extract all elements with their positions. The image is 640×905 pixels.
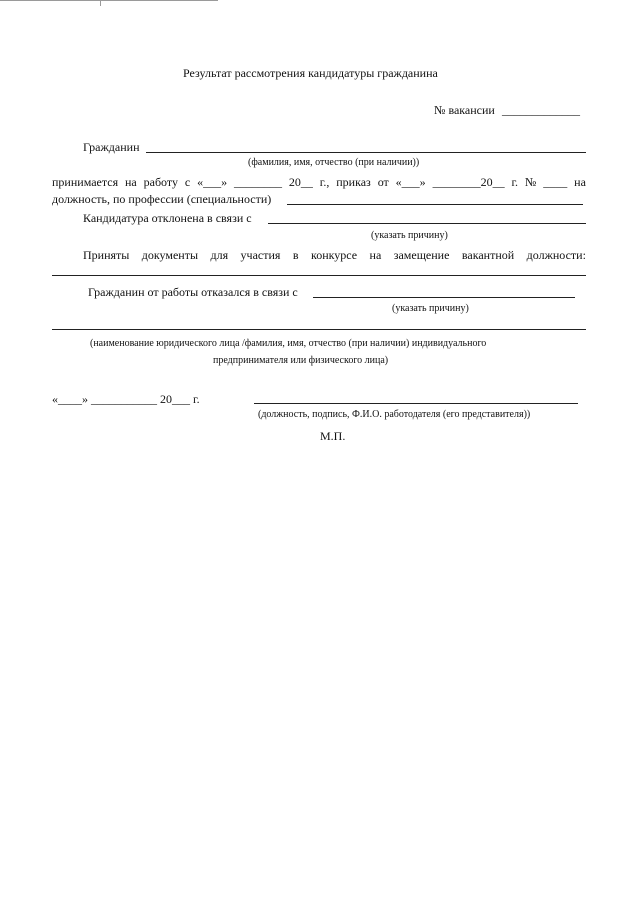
documents-word: документы [141, 248, 199, 262]
hired-word: на [124, 175, 137, 189]
date-day-field[interactable]: ____ [58, 392, 82, 406]
documents-word: для [210, 248, 229, 262]
refused-label: Гражданин от работы отказался в связи с [88, 285, 298, 299]
document-title: Результат рассмотрения кандидатуры гражданина [183, 66, 438, 80]
documents-word: на [369, 248, 382, 262]
date-year-field[interactable]: 20___ [160, 392, 190, 406]
date-close-quote: » [82, 392, 88, 406]
rejected-label: Кандидатура отклонена в связи с [83, 211, 252, 225]
signature-hint: (должность, подпись, Ф.И.О. работодателя (его представителя)) [258, 409, 531, 420]
refusal-reason-hint: (указать причину) [392, 303, 469, 314]
documents-word: должности: [526, 248, 586, 262]
employer-hint-line2: предпринимателя или физического лица) [213, 355, 389, 366]
documents-word: конкурсе [310, 248, 358, 262]
hired-year-field[interactable]: 20__ [288, 175, 313, 189]
stamp-placeholder: М.П. [320, 429, 346, 443]
employer-name-field[interactable] [52, 329, 586, 330]
date-open-quote: « [52, 392, 58, 406]
hired-word: с [184, 175, 191, 189]
position-label: должность, по профессии (специальности) [52, 192, 272, 206]
vacancy-number-field[interactable]: _____________ [502, 103, 580, 117]
hired-month-field[interactable]: ________ [233, 175, 282, 189]
citizen-label: Гражданин [83, 140, 140, 154]
documents-word: вакантной [461, 248, 515, 262]
rejection-reason-field[interactable] [268, 223, 586, 224]
order-day-field[interactable]: «___» [395, 175, 426, 189]
documents-row [83, 248, 586, 263]
refusal-reason-field[interactable] [313, 297, 575, 298]
order-number-field[interactable]: ____ [543, 175, 568, 189]
hired-row [52, 175, 586, 190]
documents-list-field[interactable] [52, 275, 586, 276]
scan-artifact-tick [100, 0, 101, 6]
hired-word: на [574, 175, 586, 189]
position-field[interactable] [287, 204, 583, 205]
scan-artifact-line [0, 0, 218, 1]
citizen-name-field[interactable] [146, 152, 586, 153]
order-month-year-field[interactable]: ________20__ [432, 175, 505, 189]
signature-field[interactable] [254, 403, 578, 404]
hired-word: г. [511, 175, 519, 189]
hired-word: № [524, 175, 537, 189]
date-month-field[interactable]: ___________ [91, 392, 157, 406]
date-line [52, 393, 200, 405]
hired-word: приказ [336, 175, 371, 189]
rejection-reason-hint: (указать причину) [371, 230, 448, 241]
hired-word: г., [319, 175, 330, 189]
vacancy-label: № вакансии [434, 103, 495, 117]
hired-day-field[interactable]: «___» [197, 175, 228, 189]
citizen-name-hint: (фамилия, имя, отчество (при наличии)) [248, 157, 420, 168]
hired-word: принимается [52, 175, 119, 189]
documents-word: в [292, 248, 299, 262]
date-suffix: г. [193, 392, 200, 406]
documents-word: замещение [393, 248, 450, 262]
employer-hint-line1: (наименование юридического лица /фамилия, имя, отчество (при наличии) индивидуального [90, 338, 487, 349]
hired-word: от [377, 175, 389, 189]
documents-word: участия [240, 248, 281, 262]
hired-word: работу [143, 175, 178, 189]
documents-word: Приняты [83, 248, 130, 262]
